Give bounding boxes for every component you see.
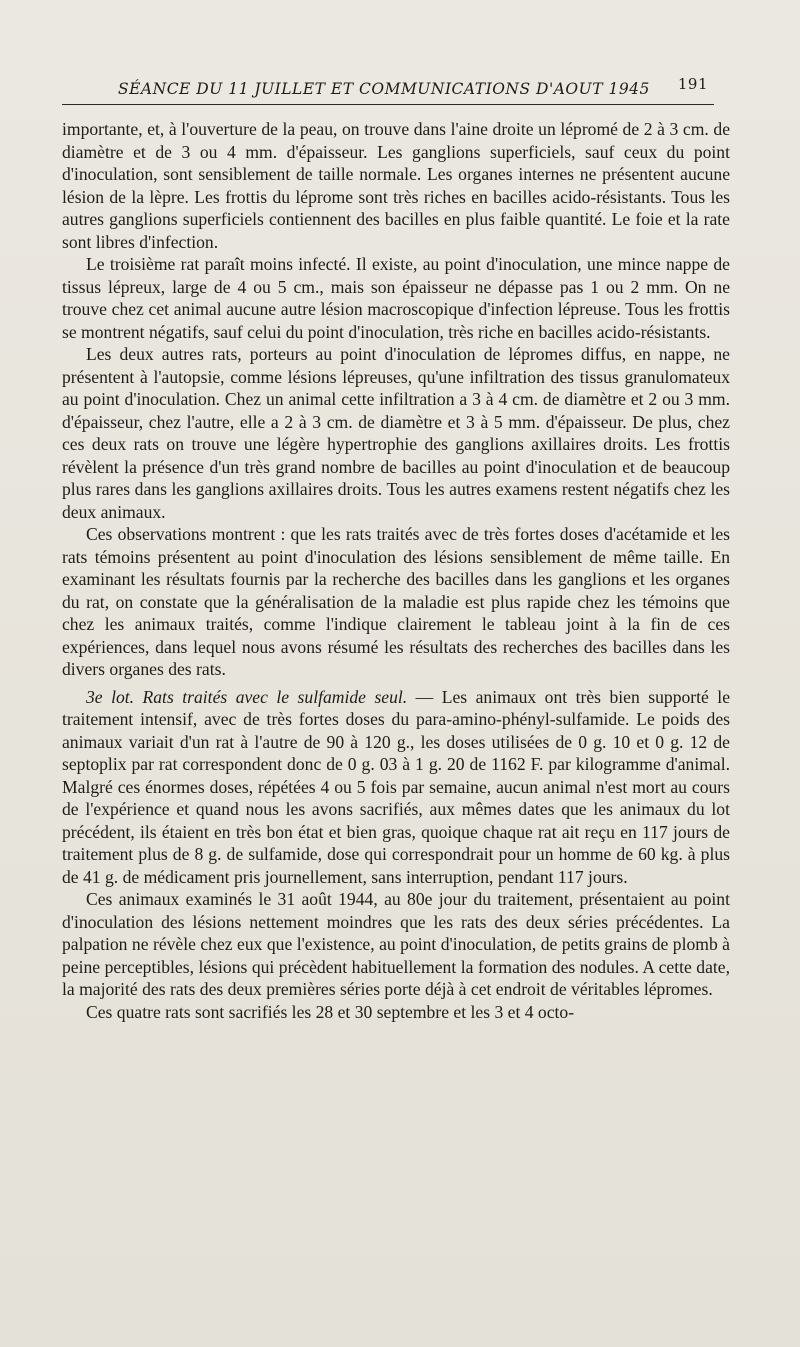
lot-heading: 3e lot. Rats traités avec le sulfamide seul. bbox=[86, 686, 408, 707]
paragraph-5 bbox=[62, 686, 730, 889]
paragraph-4: Ces observations montrent : que les rats traités avec de très fortes doses d'acétamide et les rats témoins présentent au point d'inoculation des lésions sensiblement de même taille. En examinant les résultats fournis par la recherche des bacilles dans les ganglions et les organes du rat, on constate que la généralisation de la maladie est plus rapide chez les témoins que chez les animaux traités, comme l'indique clairement le tableau joint à la fin de ces expériences, dans lequel nous avons résumé les résultats des recherches des bacilles dans les divers organes des rats. bbox=[62, 524, 730, 679]
page-number: 191 bbox=[677, 75, 708, 93]
body-text bbox=[62, 118, 730, 1023]
paragraph-1: importante, et, à l'ouverture de la peau, on trouve dans l'aine droite un lépromé de 2 à 3 cm. de diamètre et de 3 ou 4 mm. d'épaisseur. Les ganglions superficiels, sauf ceux du point d'inoculation, sont sensiblement de taille normale. Les organes internes ne présentent aucune lésion de la lèpre. Les frottis du léprome sont très riches en bacilles acido-résistants. Tous les autres ganglions superficiels contiennent des bacilles en plus faible quantité. Le foie et la rate sont libres d'infection. bbox=[62, 119, 730, 252]
paragraph-7: Ces quatre rats sont sacrifiés les 28 et 30 septembre et les 3 et 4 octo- bbox=[86, 1001, 575, 1022]
header-rule bbox=[62, 104, 714, 105]
paragraph-3: Les deux autres rats, porteurs au point d'inoculation de lépromes diffus, en nappe, ne présentent à l'autopsie, comme lésions lépreuses, qu'une infiltration des tissus granulomateux au point d'inoculation. Chez un animal cette infiltration a 3 à 4 cm. de diamètre et 2 ou 3 mm. d'épaisseur, chez l'autre, elle a 2 à 3 cm. de diamètre et 3 à 5 mm. d'épaisseur. De plus, chez ces deux rats on trouve une légère hypertrophie des ganglions axillaires droits. Les frottis révèlent la présence d'un très grand nombre de bacilles au point d'inoculation et de beaucoup plus rares dans les ganglions axillaires droits. Tous les autres examens restent négatifs chez les deux animaux. bbox=[62, 344, 730, 522]
paragraph-5-text: — Les animaux ont très bien supporté le traitement intensif, avec de très fortes doses du para-amino-phényl-sulfamide. Le poids des animaux variait d'un rat à l'autre de 90 à 120 g., les doses utilisées de 0 g. 10 et 0 g. 12 de septoplix par rat correspondent donc de 0 g. 03 à 1 g. 20 de 1162 F. par kilogramme d'animal. Malgré ces énormes doses, répétées 4 ou 5 fois par semaine, aucun animal n'est mort au cours de l'expérience et quand nous les avons sacrifiés, aux mêmes dates que les animaux du lot précédent, ils étaient en très bon état et bien gras, quoique chaque rat ait reçu en 117 jours de traitement plus de 8 g. de sulfamide, dose qui correspondrait pour un homme de 60 kg. à plus de 41 g. de médicament pris journellement, sans interruption, pendant 117 jours. bbox=[62, 686, 731, 887]
running-head-title: SÉANCE DU 11 JUILLET ET COMMUNICATIONS D'AOUT 1945 bbox=[118, 80, 650, 98]
paragraph-6: Ces animaux examinés le 31 août 1944, au 80e jour du traitement, présentaient au point d'inoculation des lésions nettement moindres que les rats des deux séries précédentes. La palpation ne révèle chez eux que l'existence, au point d'inoculation, de petits grains de plomb à peine perceptibles, lésions qui précèdent habituellement la formation des nodules. A cette date, la majorité des rats des deux premières séries porte déjà à cet endroit de véritables lépromes. bbox=[62, 889, 730, 999]
paragraph-2: Le troisième rat paraît moins infecté. Il existe, au point d'inoculation, une mince nappe de tissus lépreux, large de 4 ou 5 cm., mais son épaisseur ne dépasse pas 1 ou 2 mm. On ne trouve chez cet animal aucune autre lésion macroscopique d'infection lépreuse. Tous les frottis se montrent négatifs, sauf celui du point d'inoculation, très riche en bacilles acido-résistants. bbox=[62, 254, 730, 342]
